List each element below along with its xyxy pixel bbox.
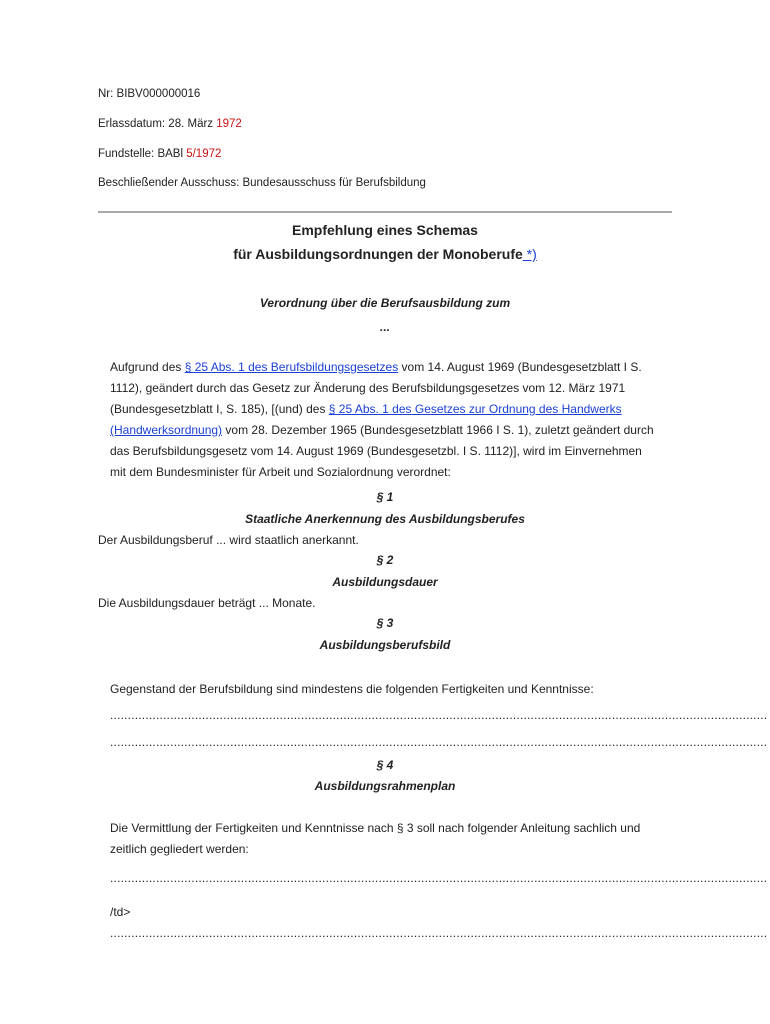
subtitle-line2: ... [379, 320, 390, 334]
fundstelle-ref: 5/1972 [186, 148, 222, 160]
title-text: für Ausbildungsordnungen der Monoberufe [233, 246, 523, 262]
stray-markup-text: /td> [110, 905, 131, 919]
fundstelle-label: Fundstelle: BABl [98, 148, 187, 160]
preamble-text-2: vom 14. August 1969 (Bundesgesetzblatt I S. 1112), geändert durch das Gesetz zur Änderung des Berufsbildungsgesetzes vom 12. März 1971 (Bundesgesetzblatt I, S. 185), [(und) des [110, 360, 642, 416]
dots-line: .......................................................................................................................................................................................... [110, 708, 768, 722]
meta-nr: Nr: BIBV000000016 [98, 88, 201, 100]
section-4-number: § 4 [376, 758, 394, 772]
section-3-heading: Ausbildungsberufsbild [319, 638, 451, 652]
preamble-text-1: Aufgrund des [110, 360, 185, 374]
meta-ausschuss: Beschließender Ausschuss: Bundesausschuss für Berufsbildung [98, 177, 426, 189]
meta-erlassdatum [98, 118, 242, 130]
erlass-year: 1972 [216, 118, 242, 130]
subtitle-line1: Verordnung über die Berufsausbildung zum [259, 296, 511, 310]
dots-line: .......................................................................................................................................................................................... [110, 926, 768, 940]
link-bbig-25[interactable]: § 25 Abs. 1 des Berufsbildungsgesetzes [184, 360, 399, 374]
section-1-heading: Staatliche Anerkennung des Ausbildungsberufes [245, 512, 525, 526]
dots-line: .......................................................................................................................................................................................... [110, 735, 768, 749]
link-hwo-25[interactable]: § 25 Abs. 1 des Gesetzes zur Ordnung des Handwerks (Handwerksordnung) [110, 402, 622, 437]
section-1-text: Der Ausbildungsberuf ... wird staatlich anerkannt. [98, 533, 359, 547]
page-title-line2 [0, 246, 770, 262]
section-2-heading: Ausbildungsdauer [332, 575, 438, 589]
section-2-number: § 2 [376, 553, 394, 567]
page-title-line1: Empfehlung eines Schemas [292, 222, 478, 238]
section-4-heading: Ausbildungsrahmenplan [314, 779, 456, 793]
section-2-text: Die Ausbildungsdauer beträgt ... Monate. [98, 596, 316, 610]
section-3-text: Gegenstand der Berufsbildung sind mindestens die folgenden Fertigkeiten und Kenntnisse: [110, 682, 594, 696]
section-3-number: § 3 [376, 616, 394, 630]
erlass-label: Erlassdatum: 28. März [98, 118, 217, 130]
footnote-link[interactable]: *) [522, 246, 537, 262]
preamble-text-3: vom 28. Dezember 1965 (Bundesgesetzblatt 1966 I S. 1), zuletzt geändert durch das Berufsbildungsgesetz vom 14. August 1969 (Bundesgesetzbl. I S. 1112)], wird im Einvernehmen mit dem Bundesminister für Arbeit und Sozialordnung verordnet: [110, 423, 654, 479]
section-1-number: § 1 [376, 490, 394, 504]
dots-line: .......................................................................................................................................................................................... [110, 871, 768, 885]
section-4-text: Die Vermittlung der Fertigkeiten und Kenntnisse nach § 3 soll nach folgender Anleitung sachlich und zeitlich gegliedert werden: [110, 821, 641, 856]
preamble [110, 357, 655, 483]
meta-fundstelle [98, 148, 221, 160]
divider [98, 211, 672, 213]
